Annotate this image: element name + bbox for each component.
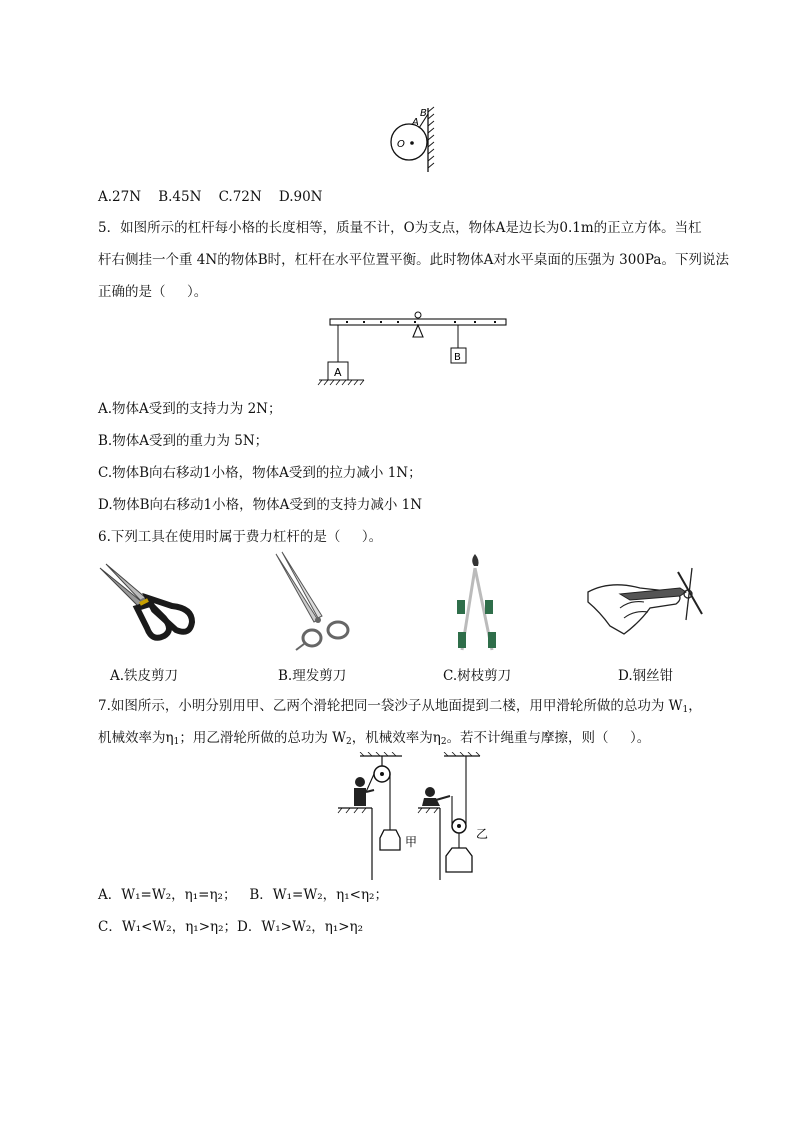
branch-loppers-image [448, 550, 503, 655]
pliers-image [580, 562, 720, 642]
q5-stem-line1: 5．如图所示的杠杆每小格的长度相等，质量不计，O为支点，物体A是边长为0.1m的正立方体。当杠 [98, 220, 702, 236]
fulcrum-triangle [413, 325, 423, 337]
q5-option-B: B.物体A受到的重力为 5N； [98, 433, 269, 449]
q7-stem-line2 [98, 729, 650, 751]
q7-sub-eta1: 1 [173, 737, 180, 747]
label-A: A [412, 117, 419, 128]
sand-bag-jia [380, 830, 400, 850]
floor-jia-hatch [338, 808, 366, 813]
q5-option-A: A.物体A受到的支持力为 2N； [98, 401, 282, 417]
sand-bag-yi [446, 848, 472, 872]
q5-lever-figure [316, 310, 511, 390]
tool-B-caption: B.理发剪刀 [278, 668, 347, 684]
label-O: O [397, 139, 405, 150]
tool-C-caption: C.树枝剪刀 [443, 668, 512, 684]
block-B-label: B [454, 352, 461, 363]
pivot-O [415, 312, 421, 318]
q7-sub-W2: 2 [346, 737, 352, 747]
q7-options-AB: A．W₁=W₂，η₁=η₂； B．W₁=W₂，η₁<η₂； [98, 887, 388, 903]
q7-line2-c: ，机械效率为η [351, 730, 441, 746]
table-hatching [318, 380, 364, 385]
q7-sub-eta2: 2 [440, 737, 447, 747]
tin-snips-image [92, 560, 207, 645]
person-yi [422, 787, 450, 806]
q5-option-C: C.物体B向右移动1小格，物体A受到的拉力减小 1N； [98, 465, 422, 481]
wall-hatching [428, 107, 434, 168]
q7-line2-b: ；用乙滑轮所做的总功为 W [179, 730, 346, 746]
q5-stem-line3: 正确的是（ ）。 [98, 284, 208, 300]
q7-line2-a: 机械效率为η [98, 730, 174, 746]
tool-A-caption: A.铁皮剪刀 [110, 668, 179, 684]
hair-scissors-image [268, 550, 363, 655]
q5-option-D: D.物体B向右移动1小格，物体A受到的支持力减小 1N [98, 497, 423, 513]
lever-ticks [346, 321, 496, 323]
q4-options: A.27N B.45N C.72N D.90N [98, 189, 323, 205]
floor-yi-hatch [418, 808, 438, 813]
q7-sub-W1: 1 [682, 705, 689, 715]
q5-stem-line2: 杆右侧挂一个重 4N的物体B时，杠杆在水平位置平衡。此时物体A对水平桌面的压强为 300Pa。下列说法 [98, 252, 729, 268]
q7-stem-line1-end: ， [688, 698, 702, 714]
q7-pulley-figure [330, 752, 500, 882]
q7-options-CD: C．W₁<W₂，η₁>η₂；D．W₁>W₂，η₁>η₂ [98, 919, 364, 935]
label-yi: 乙 [476, 827, 489, 841]
q7-stem-line1 [98, 697, 702, 719]
label-B: B [420, 108, 427, 119]
tool-D-caption: D.钢丝钳 [618, 668, 674, 684]
q4-figure [385, 100, 445, 175]
q6-stem: 6.下列工具在使用时属于费力杠杆的是（ ）。 [98, 529, 383, 545]
wheel-center-dot [410, 141, 414, 145]
block-A-label: A [334, 366, 342, 379]
label-jia: 甲 [405, 835, 418, 849]
q7-stem-line1-text: 7.如图所示，小明分别用甲、乙两个滑轮把同一袋沙子从地面提到二楼，用甲滑轮所做的总功为 W [98, 698, 683, 714]
q7-line2-d: 。若不计绳重与摩擦，则（ ）。 [446, 730, 651, 746]
